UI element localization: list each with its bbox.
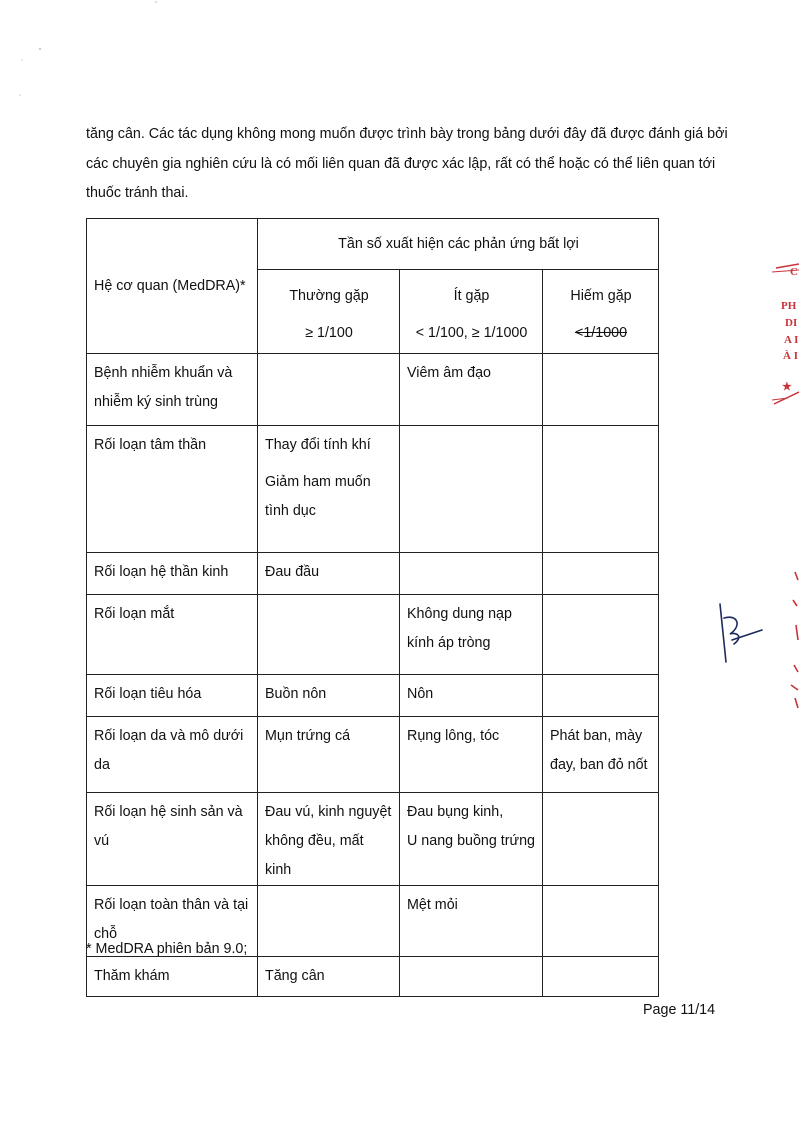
cell-common <box>258 886 400 957</box>
scan-specks <box>0 0 200 110</box>
cell-rare <box>543 354 659 426</box>
header-common <box>258 270 400 354</box>
cell-common <box>258 957 400 997</box>
cell-common-text: Đau đầu <box>265 564 320 580</box>
table-row <box>87 426 659 553</box>
cell-common-text: Giảm ham muốn tình dục <box>265 474 371 519</box>
cell-uncommon <box>400 957 543 997</box>
cell-uncommon <box>400 595 543 675</box>
cell-system: Rối loạn da và mô dưới da <box>87 717 258 793</box>
cell-uncommon <box>400 426 543 553</box>
header-rare <box>543 270 659 354</box>
table-row <box>87 595 659 675</box>
header-uncommon <box>400 270 543 354</box>
cell-common-text: Buồn nôn <box>265 686 327 702</box>
cell-common <box>258 675 400 717</box>
table-row <box>87 354 659 426</box>
cell-rare <box>543 675 659 717</box>
cell-uncommon-text: Rụng lông, tóc <box>407 728 500 744</box>
cell-uncommon-text: Viêm âm đạo <box>407 365 491 381</box>
cell-rare <box>543 717 659 793</box>
cell-rare-text: Phát ban, mày đay, ban đỏ nốt <box>550 728 648 773</box>
table-row <box>87 675 659 717</box>
cell-common <box>258 354 400 426</box>
cell-uncommon-text: U nang buồng trứng <box>407 833 536 849</box>
cell-rare <box>543 957 659 997</box>
cell-system: Rối loạn toàn thân và tại chỗ <box>87 886 258 957</box>
table-row <box>87 717 659 793</box>
cell-system: Bệnh nhiễm khuẩn và nhiễm ký sinh trùng <box>87 354 258 426</box>
signature-mark <box>714 600 766 670</box>
page-number: Page 11/14 <box>643 1002 716 1018</box>
header-common-range: ≥ 1/100 <box>305 325 353 341</box>
cell-system: Rối loạn tiêu hóa <box>87 675 258 717</box>
table-row <box>87 793 659 886</box>
cell-system: Rối loạn hệ thần kinh <box>87 553 258 595</box>
table-header-row <box>87 219 659 270</box>
cell-rare <box>543 426 659 553</box>
adverse-reactions-table <box>86 218 659 997</box>
cell-common-text: Tăng cân <box>265 968 325 984</box>
cell-system: Rối loạn tâm thần <box>87 426 258 553</box>
cell-rare <box>543 793 659 886</box>
cell-uncommon-text: Mệt mỏi <box>407 897 458 913</box>
intro-paragraph: tăng cân. Các tác dụng không mong muốn được trình bày trong bảng dưới đây đã được đánh giá bởi các chuyên gia nghiên cứu là có mối liên quan đã được xác lập, rất có thể hoặc có thể liên quan tới thuốc tránh thai. <box>86 126 728 201</box>
cell-uncommon-text: Đau bụng kinh, <box>407 804 504 820</box>
stamp-star-icon: ★ <box>782 381 792 393</box>
footnote: * MedDRA phiên bản 9.0; <box>86 941 248 957</box>
cell-uncommon-text: Không dung nạp kính áp tròng <box>407 606 512 651</box>
stamp-text-1: C <box>790 266 798 278</box>
cell-common <box>258 595 400 675</box>
cell-uncommon <box>400 354 543 426</box>
cell-uncommon <box>400 886 543 957</box>
header-rare-label: Hiếm gặp <box>570 288 632 304</box>
table-row <box>87 553 659 595</box>
cell-system: Rối loạn mắt <box>87 595 258 675</box>
cell-common-text: Đau vú, kinh nguyệt không đều, mất kinh <box>265 804 392 878</box>
header-frequency: Tần số xuất hiện các phản ứng bất lợi <box>258 219 659 270</box>
cell-uncommon <box>400 717 543 793</box>
header-rare-range: <1/1000 <box>574 325 628 341</box>
cell-common <box>258 553 400 595</box>
red-stamp-fragment <box>768 262 799 412</box>
stamp-text-4: A I <box>784 334 799 346</box>
stamp-text-2: PH <box>781 300 797 312</box>
header-uncommon-range: < 1/100, ≥ 1/1000 <box>415 325 528 341</box>
stamp-text-3: DI <box>785 317 798 329</box>
cell-system: Rối loạn hệ sinh sản và vú <box>87 793 258 886</box>
header-uncommon-label: Ít gặp <box>453 288 490 304</box>
cell-common-text: Thay đổi tính khí <box>265 437 371 453</box>
cell-system: Thăm khám <box>87 957 258 997</box>
cell-rare <box>543 553 659 595</box>
cell-uncommon-text: Nôn <box>407 686 434 702</box>
cell-uncommon <box>400 675 543 717</box>
header-common-label: Thường gặp <box>289 288 369 304</box>
cell-common <box>258 426 400 553</box>
cell-rare <box>543 595 659 675</box>
cell-uncommon <box>400 793 543 886</box>
cell-common-text: Mụn trứng cá <box>265 728 351 744</box>
red-stamp-edge <box>785 570 799 710</box>
stamp-text-5: À I <box>783 350 798 362</box>
cell-common <box>258 793 400 886</box>
cell-uncommon <box>400 553 543 595</box>
header-system-organ-class: Hệ cơ quan (MedDRA)* <box>87 219 258 354</box>
table-row <box>87 957 659 997</box>
cell-common <box>258 717 400 793</box>
cell-rare <box>543 886 659 957</box>
